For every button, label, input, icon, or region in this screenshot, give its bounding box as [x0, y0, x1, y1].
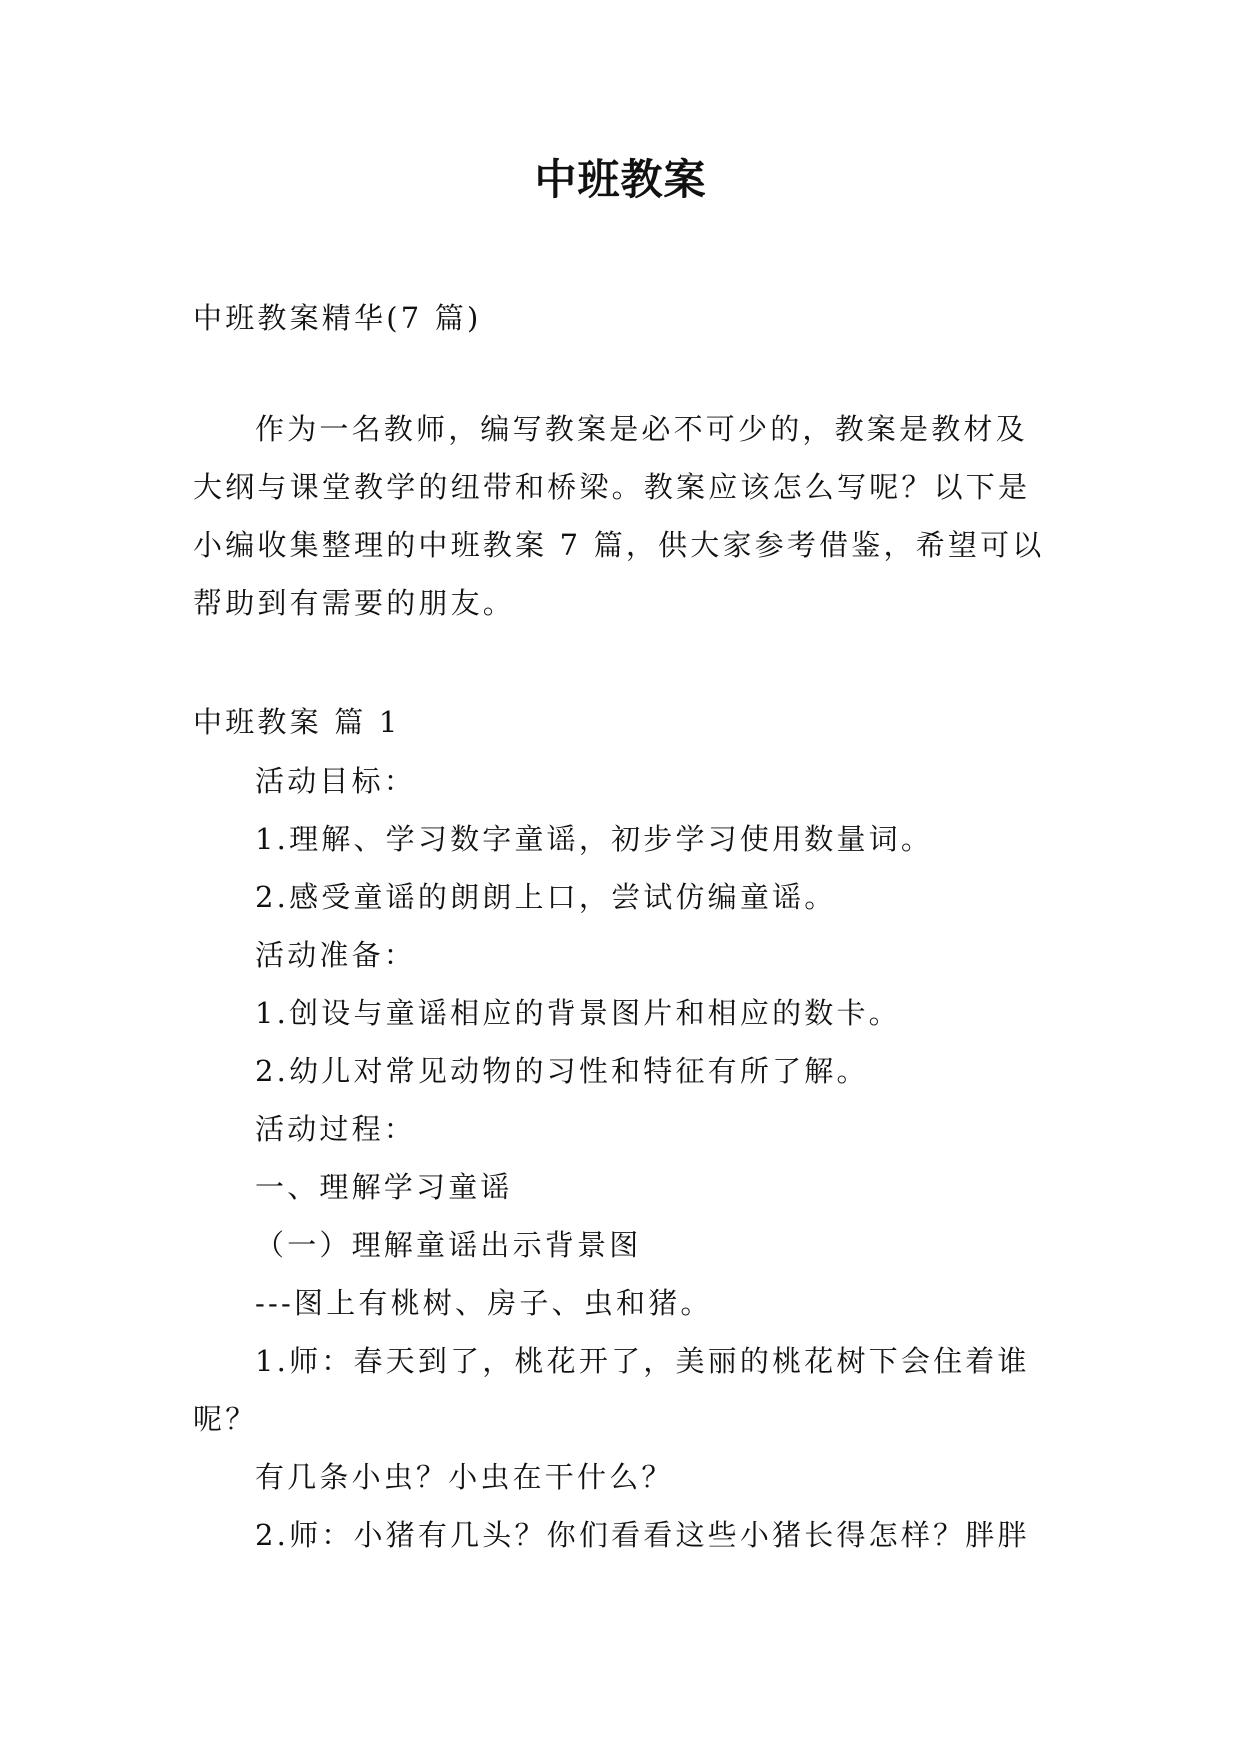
body-line: 活动准备： [255, 938, 417, 972]
intro-paragraph [193, 400, 1053, 632]
body-line: 活动目标： [255, 764, 417, 798]
body-line: 一、理解学习童谣 [255, 1170, 513, 1204]
intro-line: 小编收集整理的中班教案 7 篇，供大家参考借鉴，希望可以 [193, 528, 1045, 562]
body-line: （一）理解童谣出示背景图 [255, 1228, 642, 1262]
body-line: 1.理解、学习数字童谣，初步学习使用数量词。 [255, 822, 934, 856]
section-heading: 中班教案 篇 1 [193, 705, 401, 739]
document-title: 中班教案 [534, 155, 707, 204]
section-body [193, 752, 1053, 1564]
body-line: 1.创设与童谣相应的背景图片和相应的数卡。 [255, 996, 901, 1030]
intro-line: 帮助到有需要的朋友。 [193, 586, 516, 620]
body-line: 2.感受童谣的朗朗上口，尝试仿编童谣。 [255, 880, 837, 914]
body-line: 呢？ [193, 1402, 258, 1436]
body-line: 活动过程： [255, 1112, 417, 1146]
intro-line: 大纲与课堂教学的纽带和桥梁。教案应该怎么写呢？以下是 [193, 470, 1031, 504]
body-line: 1.师：春天到了，桃花开了，美丽的桃花树下会住着谁 [255, 1344, 1030, 1378]
body-line: 2.幼儿对常见动物的习性和特征有所了解。 [255, 1054, 869, 1088]
body-line: ---图上有桃树、房子、虫和猪。 [255, 1286, 713, 1320]
document-subtitle: 中班教案精华(7 篇) [193, 301, 482, 335]
body-line: 有几条小虫？小虫在干什么？ [255, 1460, 674, 1494]
intro-line: 作为一名教师，编写教案是必不可少的，教案是教材及 [255, 412, 1028, 446]
body-line: 2.师：小猪有几头？你们看看这些小猪长得怎样？胖胖 [255, 1518, 1030, 1552]
